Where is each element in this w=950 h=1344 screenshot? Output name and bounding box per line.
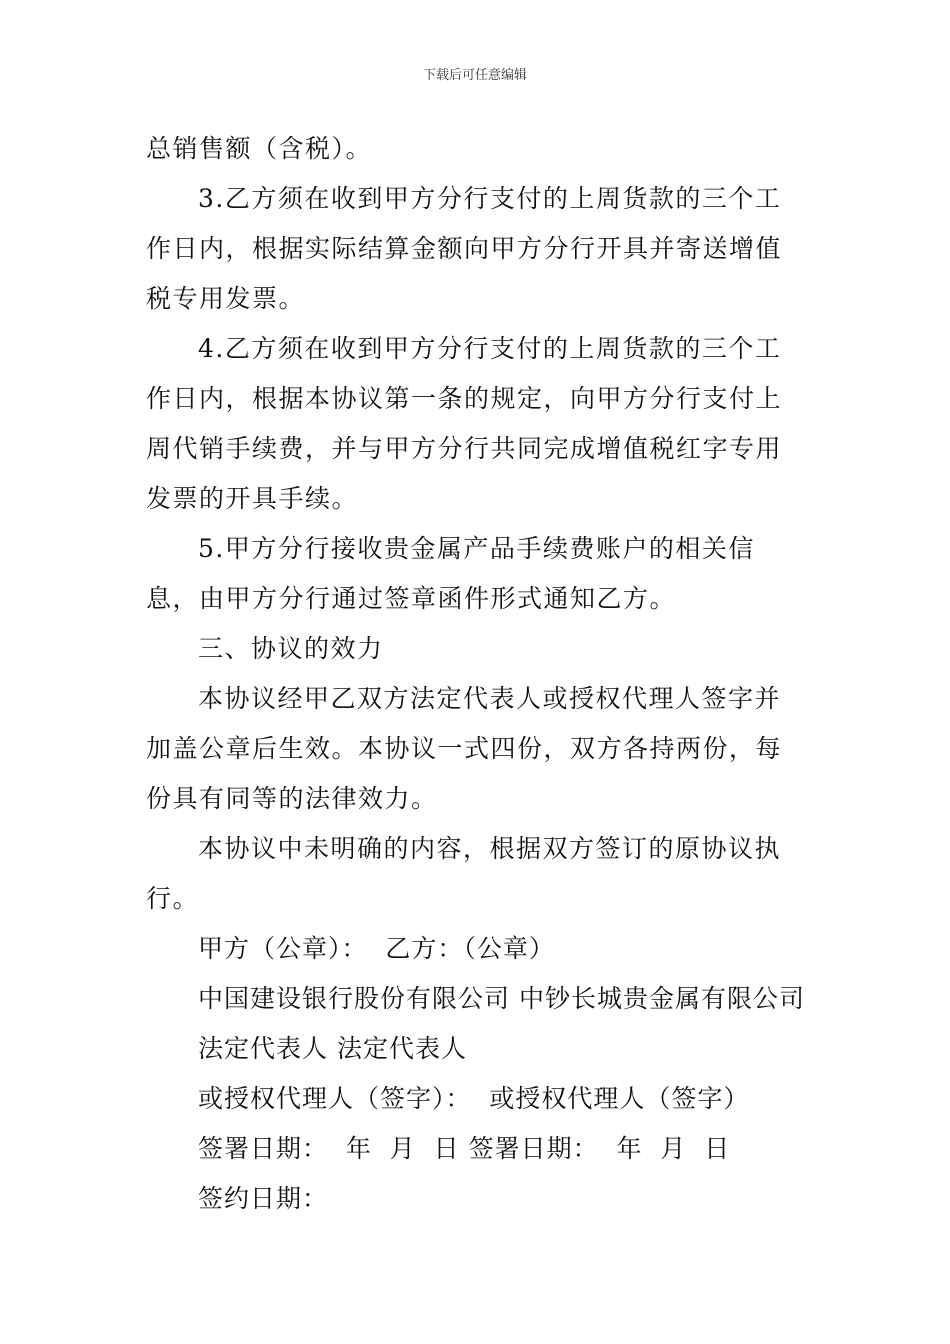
- paragraph-item-5: 5.甲方分行接收贵金属产品手续费账户的相关信息，由甲方分行通过签章函件形式通知乙方。: [146, 534, 755, 613]
- page-header: 下载后可任意编辑: [422, 68, 527, 83]
- signature-block: [146, 924, 806, 1224]
- contract-date-line: 签约日期：: [198, 1184, 329, 1213]
- document-body: [146, 124, 806, 1224]
- paragraph-item-4: 4.乙方须在收到甲方分行支付的上周货款的三个工作日内，根据本协议第一条的规定，向甲方分行支付上周代销手续费，并与甲方分行共同完成增值税红字专用发票的开具手续。: [146, 334, 783, 513]
- signature-company-line: 中国建设银行股份有限公司 中钞长城贵金属有限公司: [198, 984, 805, 1013]
- paragraph-unspecified: 本协议中未明确的内容，根据双方签订的原协议执行。: [146, 834, 782, 913]
- signature-rep-line: 法定代表人 法定代表人: [198, 1034, 467, 1063]
- signature-agent-line: 或授权代理人（签字）： 或授权代理人（签字）: [198, 1084, 750, 1113]
- paragraph-effect: 本协议经甲乙双方法定代表人或授权代理人签字并加盖公章后生效。本协议一式四份，双方各持两份，每份具有同等的法律效力。: [146, 684, 783, 813]
- section-heading-effect: 三、协议的效力: [198, 634, 384, 663]
- paragraph-continuation: 总销售额（含税）。: [146, 134, 373, 163]
- signature-party-line: 甲方（公章）： 乙方：（公章）: [198, 934, 555, 963]
- paragraph-item-3: 3.乙方须在收到甲方分行支付的上周货款的三个工作日内，根据实际结算金额向甲方分行开具并寄送增值税专用发票。: [146, 184, 783, 313]
- signature-date-line: 签署日期： 年 月 日 签署日期： 年 月 日: [198, 1134, 731, 1163]
